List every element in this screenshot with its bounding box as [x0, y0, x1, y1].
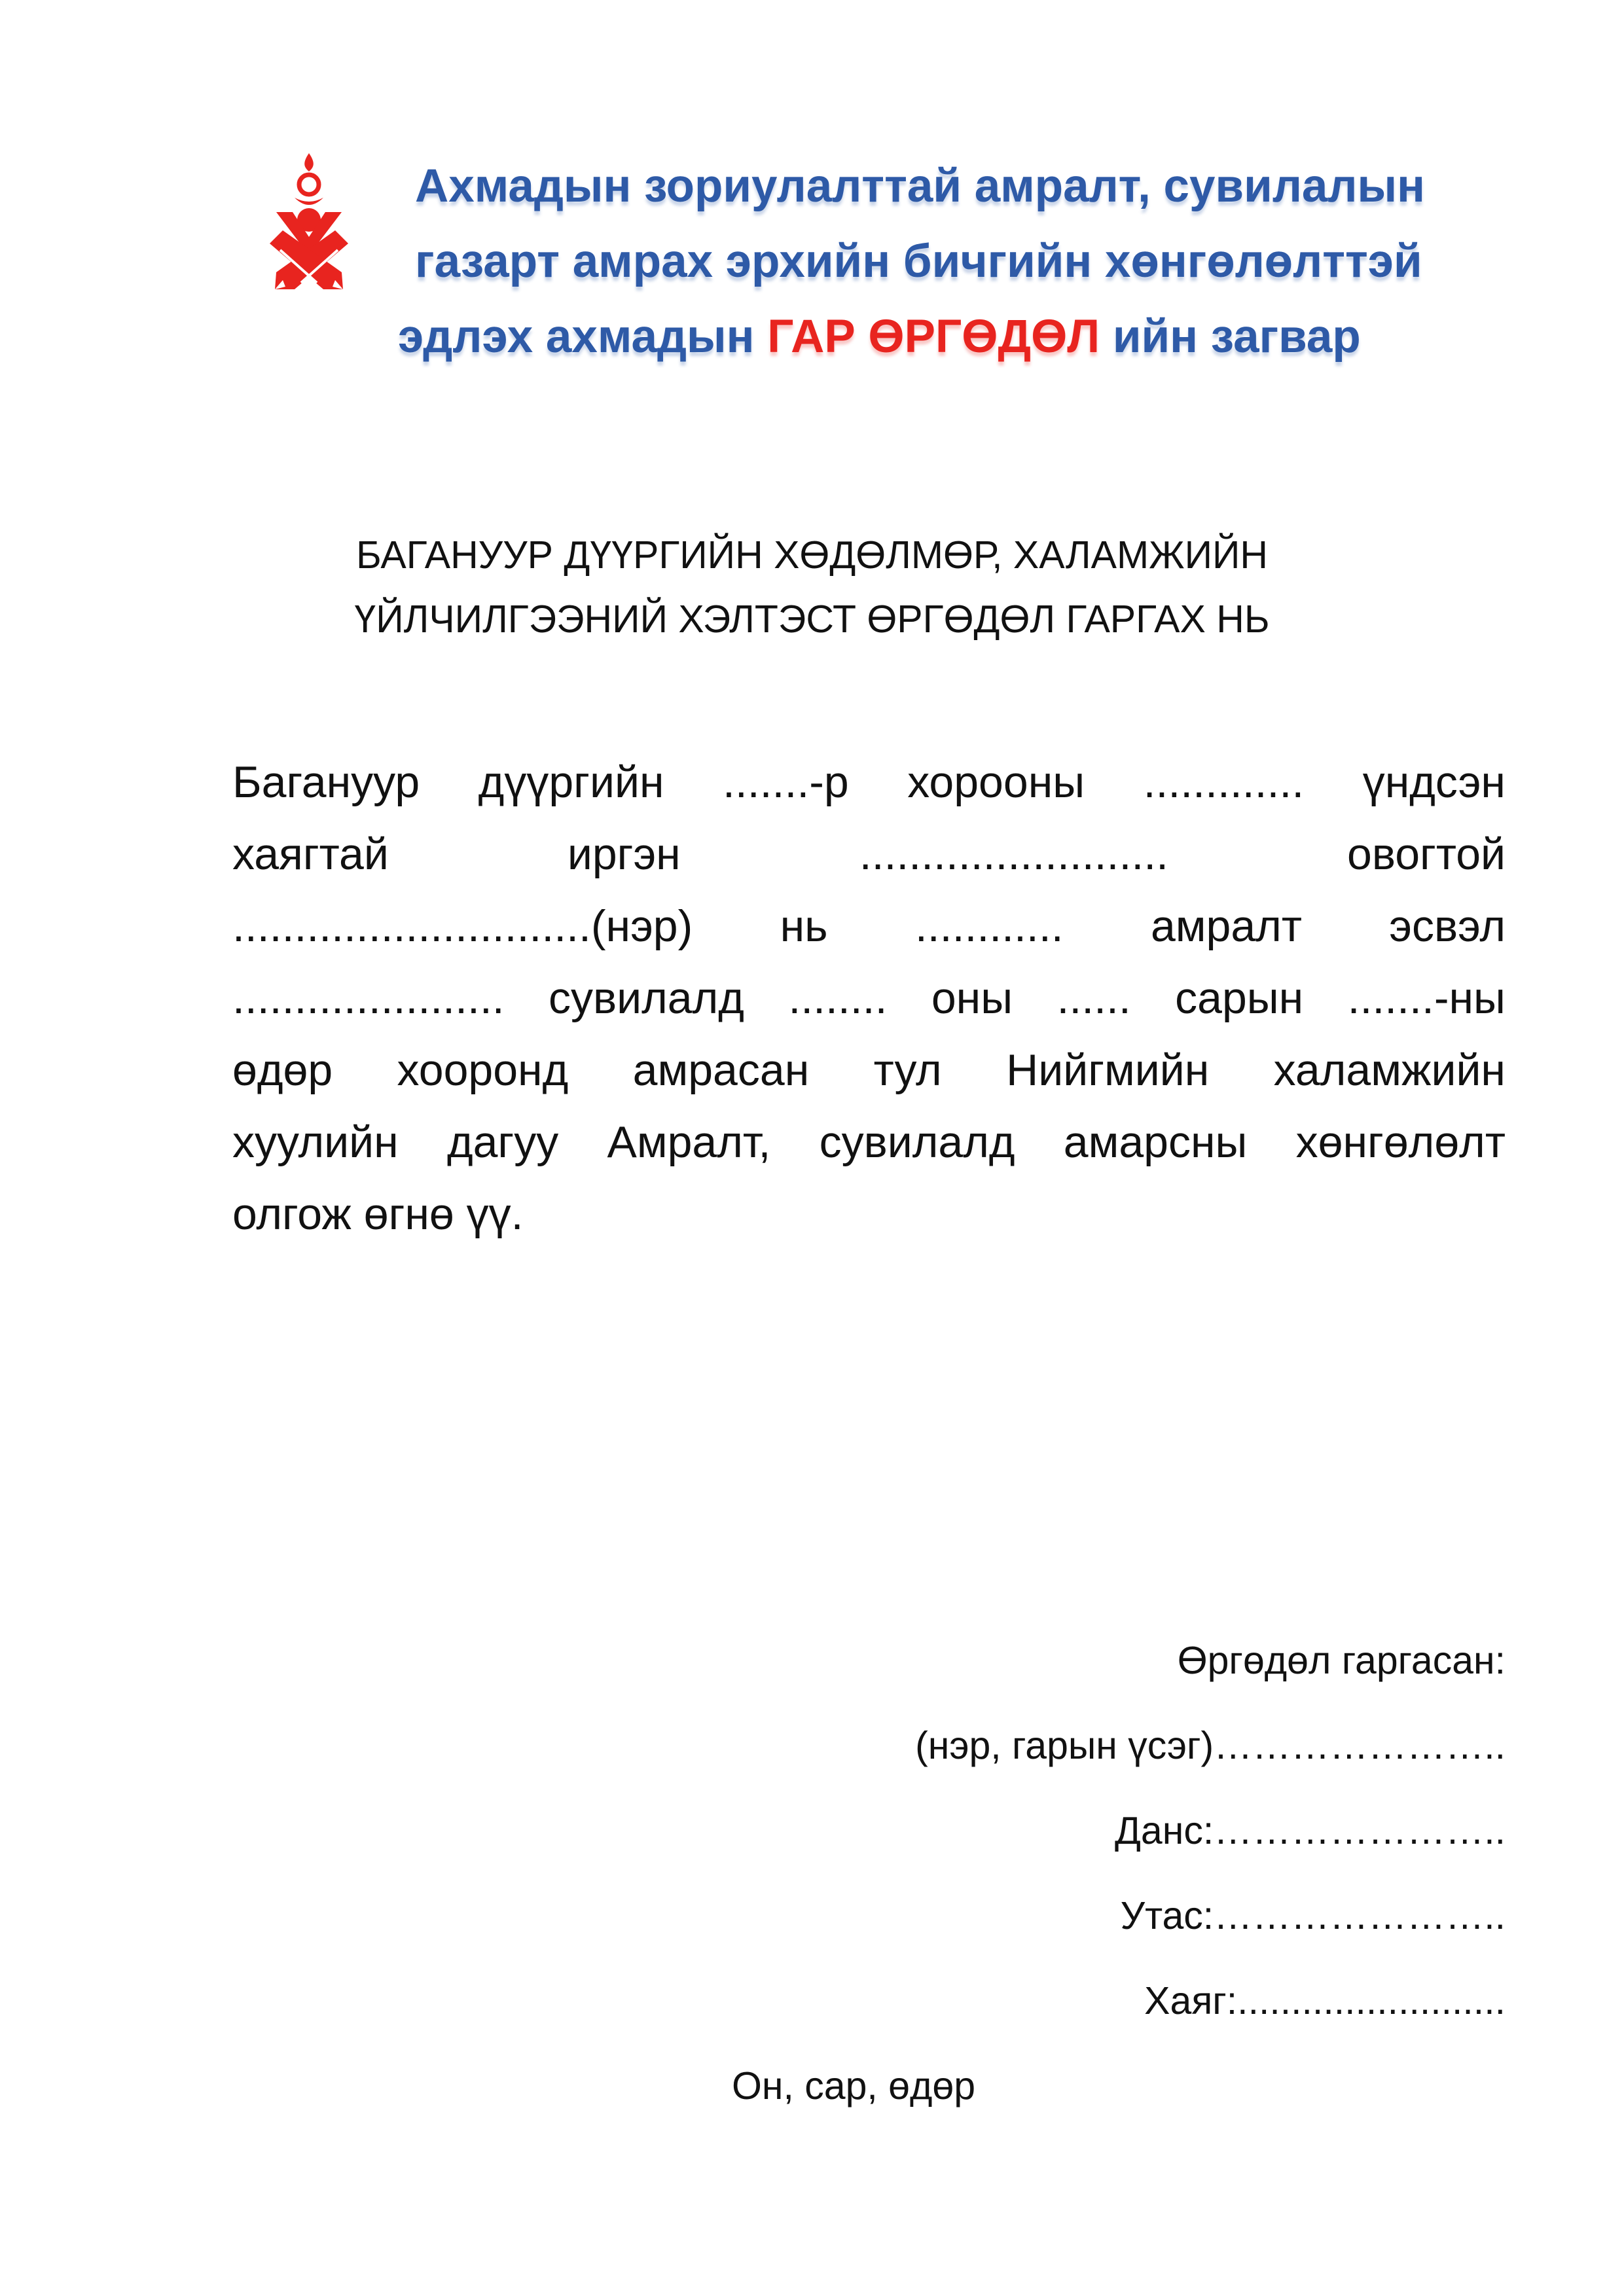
body-word: хуулийн: [232, 1117, 399, 1167]
address-field: Хаяг:.........................: [1144, 1979, 1506, 2022]
body-word: өдөр: [232, 1045, 333, 1095]
body-word: иргэн: [567, 829, 681, 879]
body-word: ......: [1056, 973, 1131, 1023]
signature-name-field: (нэр, гарын үсэг)…………………..: [915, 1724, 1506, 1767]
body-word: амрасан: [632, 1045, 810, 1095]
body-word: дагуу: [446, 1117, 559, 1167]
body-word: овогтой: [1347, 829, 1506, 879]
body-word: хаягтай: [232, 829, 389, 879]
body-word: дүүргийн: [478, 757, 664, 807]
body-word: сарын: [1175, 973, 1304, 1023]
body-line: [232, 897, 1506, 956]
body-word: хөнгөлөлт: [1295, 1117, 1506, 1167]
body-line: [232, 969, 1506, 1028]
account-field: Данс:…………………..: [1114, 1809, 1506, 1852]
addressee-line-1: БАГАНУУР ДҮҮРГИЙН ХӨДӨЛМӨР, ХАЛАМЖИЙН: [355, 533, 1269, 577]
signature-title: Өргөдөл гаргасан:: [1177, 1639, 1506, 1682]
body-word: сувилалд: [819, 1117, 1015, 1167]
body-word: ......................: [232, 973, 505, 1023]
body-word: ........: [788, 973, 888, 1023]
body-word: .............: [1143, 757, 1305, 807]
body-word: үндсэн: [1362, 757, 1506, 807]
form-title-line-2: газарт амрах эрхийн бичгийн хөнгөлөлттэй: [415, 236, 1422, 287]
body-word: ............: [914, 901, 1064, 951]
body-word: халамжийн: [1273, 1045, 1506, 1095]
body-word: олгож өгнө үү.: [232, 1189, 524, 1239]
form-title-highlight: ГАР ӨРГӨДӨЛ: [767, 311, 1100, 363]
date-field: Он, сар, өдөр: [732, 2064, 976, 2108]
body-word: амралт: [1150, 901, 1302, 951]
body-line: [232, 1113, 1506, 1172]
body-word: оны: [931, 973, 1013, 1023]
body-line: [232, 753, 1506, 812]
form-title-line-3-start: эдлэх ахмадын: [398, 311, 768, 363]
body-word: .............................(нэр): [232, 901, 693, 951]
body-word: .......-ны: [1347, 973, 1506, 1023]
body-word: хооронд: [397, 1045, 569, 1095]
body-word: Багануур: [232, 757, 420, 807]
body-word: Нийгмийн: [1006, 1045, 1210, 1095]
body-word: хорооны: [907, 757, 1085, 807]
form-title-line-3: [398, 308, 1361, 367]
phone-field: Утас:…………………..: [1120, 1894, 1506, 1937]
body-word: амарсны: [1063, 1117, 1248, 1167]
body-line: [232, 1185, 1506, 1244]
body-line: [232, 1041, 1506, 1100]
body-word: тул: [873, 1045, 942, 1095]
body-word: Амралт,: [607, 1117, 771, 1167]
addressee-line-2: ҮЙЛЧИЛГЭЭНИЙ ХЭЛТЭСТ ӨРГӨДӨЛ ГАРГАХ НЬ: [354, 598, 1270, 641]
body-word: сувилалд: [549, 973, 744, 1023]
form-title-line-3-end: ийн загвар: [1100, 311, 1361, 363]
body-word: эсвэл: [1389, 901, 1506, 951]
body-word: .........................: [859, 829, 1169, 879]
body-word: .......-р: [722, 757, 849, 807]
body-line: [232, 825, 1506, 884]
mongolian-soyombo-pencil-logo-icon: [257, 152, 361, 293]
form-title-line-1: Ахмадын зориулалттай амралт, сувилалын: [415, 160, 1426, 212]
body-word: нь: [780, 901, 828, 951]
